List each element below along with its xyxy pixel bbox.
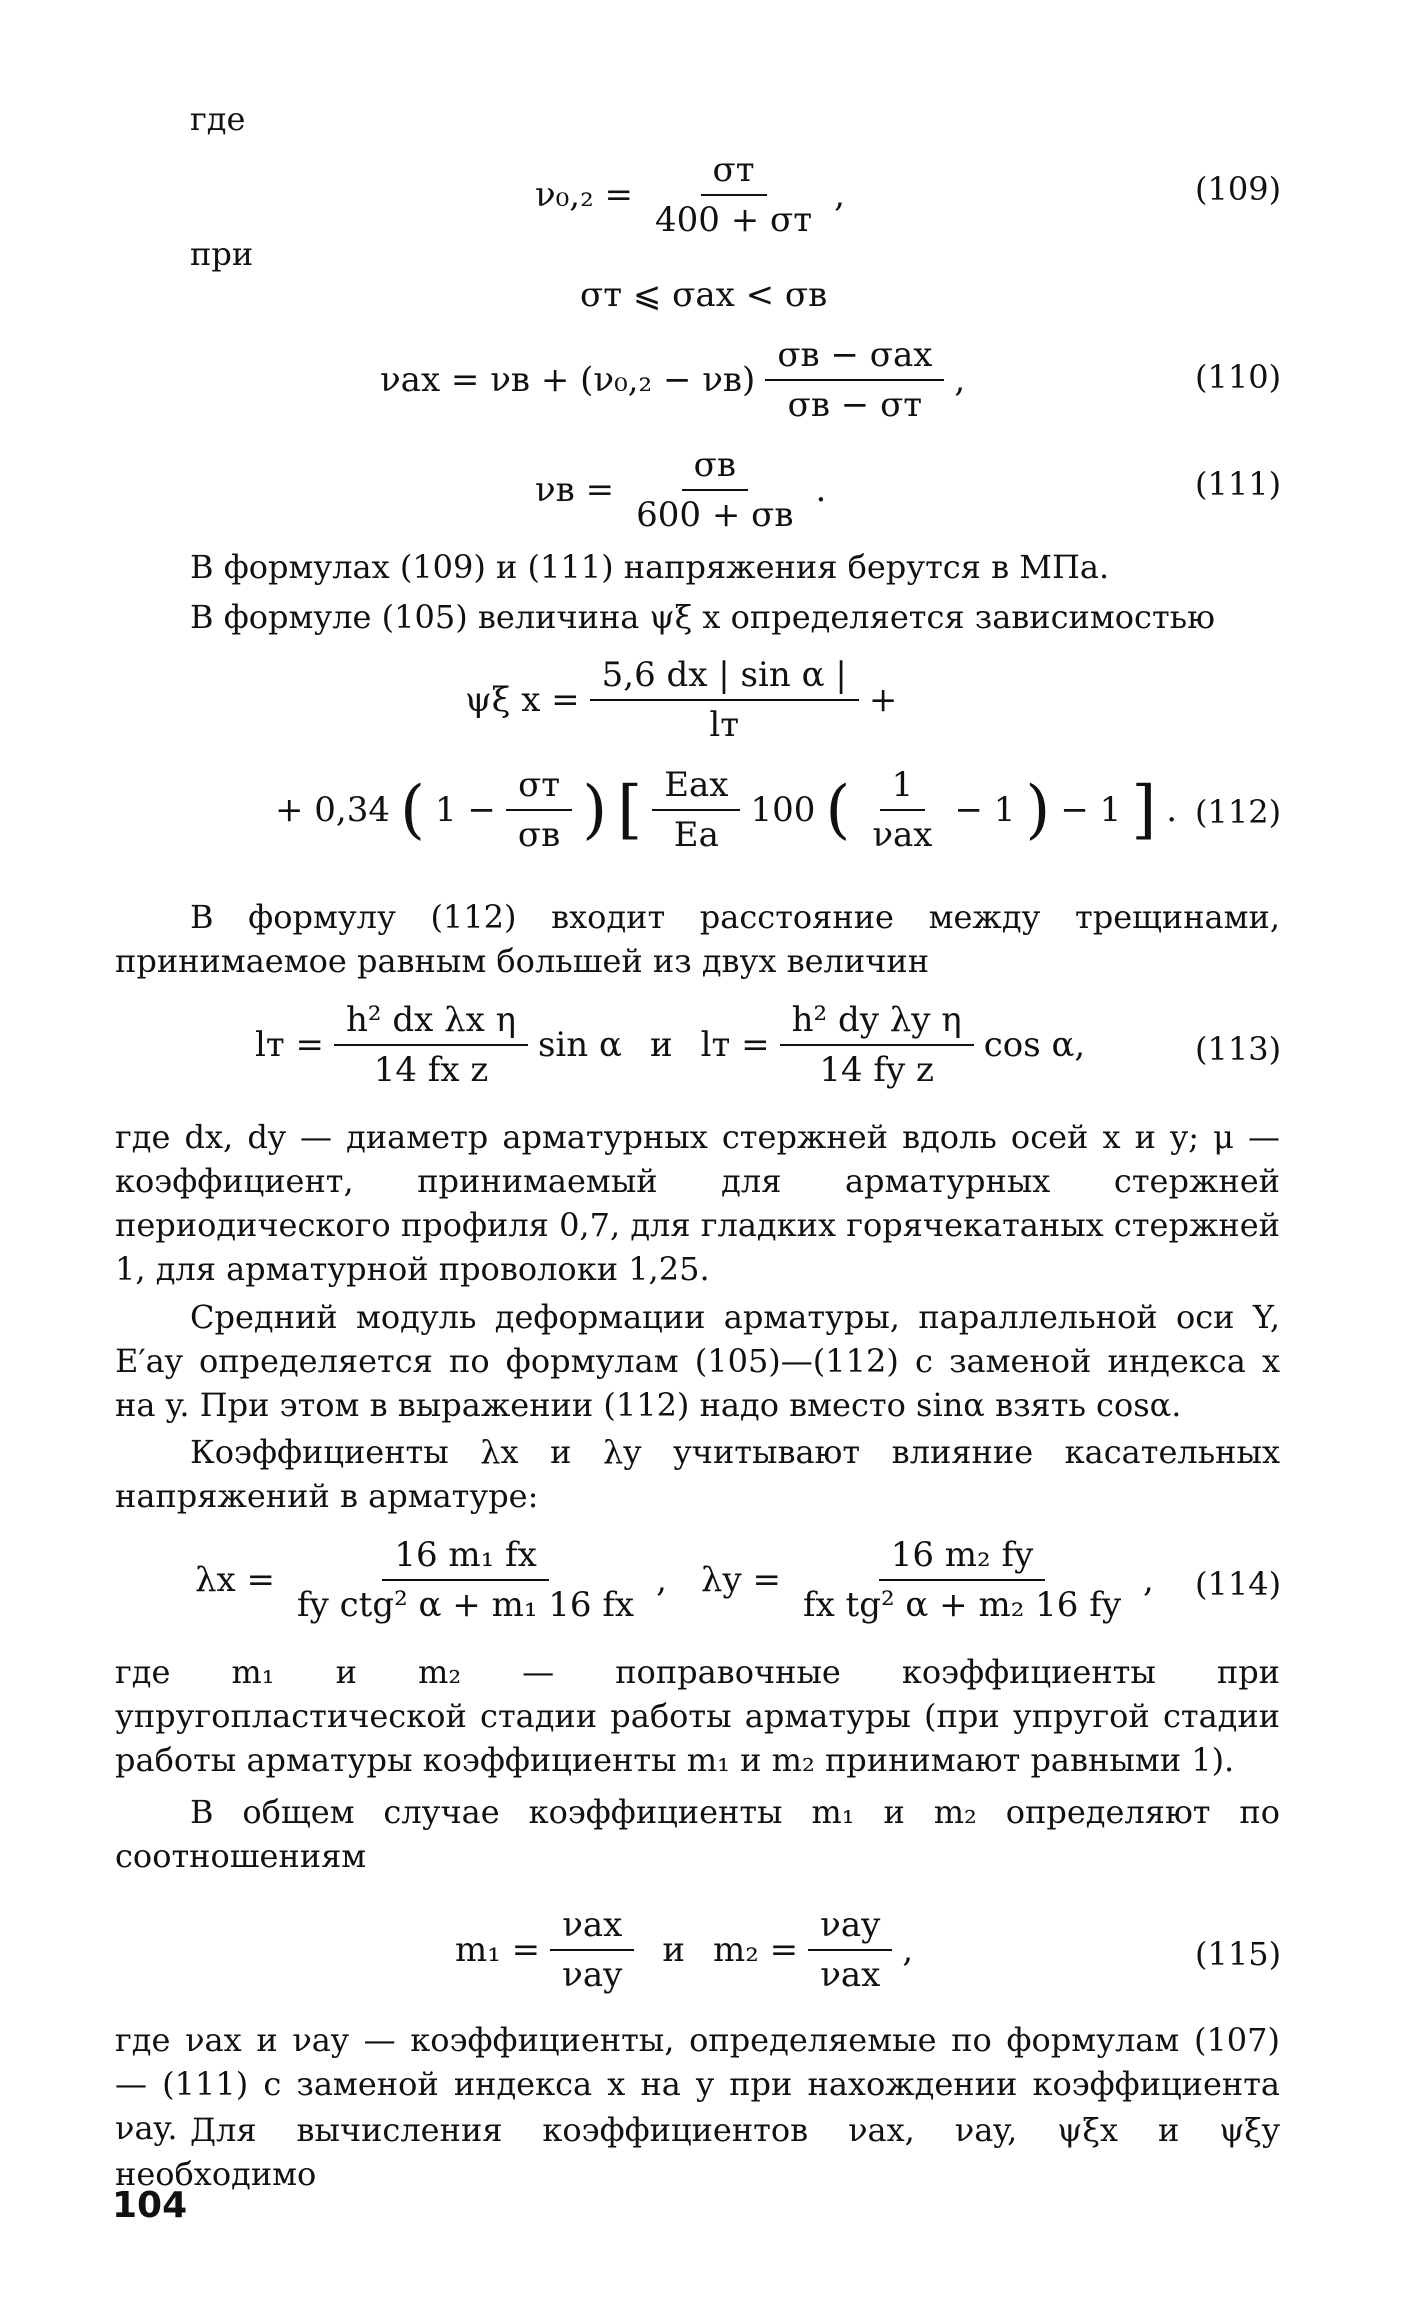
eq111-fraction (624, 445, 805, 535)
eq113-fraction-2 (780, 1000, 974, 1090)
eq114-tail: , (1143, 1560, 1154, 1600)
eq113-lhs-1: lт = (255, 1025, 324, 1065)
equation-112-line1 (465, 655, 897, 745)
eq110-fraction (765, 335, 944, 425)
eq112b-denominator-2: Ea (673, 815, 719, 855)
eq114-lhs-2: λy = (700, 1560, 781, 1600)
eq110-lhs: νax = νв + (ν₀,₂ − νв) (380, 360, 756, 400)
eq113-number: (113) (1195, 1030, 1282, 1068)
condition-inequality (580, 275, 827, 315)
eq112b-tail: . (1166, 790, 1178, 830)
eq111-number: (111) (1195, 465, 1282, 503)
eq112b-close-bracket: ] (1131, 773, 1157, 847)
paragraph-4: где dx, dy — диаметр арматурных стержней вдоль осей x и y; μ — коэффициент, принимаемый для арматурных стержней периодического профиля 0,7, для гладких горячекатаных стержней 1, для арматурной проволоки 1,25. (115, 1118, 1280, 1288)
equation-112-line2 (275, 765, 1177, 855)
equation-113 (255, 1000, 1085, 1090)
eq115-numerator-2: νay (808, 1905, 892, 1951)
eq111-numerator: σв (682, 445, 748, 491)
equation-109 (535, 150, 845, 240)
eq110-numerator: σв − σax (765, 335, 944, 381)
label-pri: при (190, 235, 254, 273)
eq114-denominator-1: fy ctg² α + m₁ 16 fx (297, 1585, 635, 1625)
eq111-tail: . (815, 470, 827, 510)
eq109-number: (109) (1195, 170, 1282, 208)
eq115-conjunction: и (662, 1930, 685, 1970)
eq112a-numerator: 5,6 dx | sin α | (590, 655, 859, 701)
eq109-fraction (643, 150, 824, 240)
eq114-fraction-2 (791, 1535, 1133, 1625)
eq115-denominator-2: νax (820, 1955, 881, 1995)
eq112b-close-paren-2: ) (1025, 773, 1051, 847)
eq112b-open-bracket: [ (617, 773, 643, 847)
eq110-denominator: σв − σт (787, 385, 923, 425)
eq114-numerator-1: 16 m₁ fx (382, 1535, 549, 1581)
eq115-number: (115) (1195, 1935, 1282, 1973)
page-number: 104 (112, 2185, 188, 2226)
equation-115 (455, 1905, 913, 1995)
paragraph-8: В общем случае коэффициенты m₁ и m₂ определяют по соотношениям (115, 1793, 1280, 1875)
eq113-trig-1: sin α (537, 1025, 622, 1065)
eq110-number: (110) (1195, 358, 1282, 396)
equation-110 (380, 335, 965, 425)
eq115-lhs-2: m₂ = (713, 1930, 799, 1970)
eq115-fraction-1 (550, 1905, 634, 1995)
eq115-lhs-1: m₁ = (455, 1930, 541, 1970)
eq112b-numerator-3: 1 (880, 765, 926, 811)
condition-text: σт ⩽ σax < σв (580, 275, 828, 315)
eq109-lhs: ν₀,₂ = (535, 175, 634, 215)
eq113-lhs-2: lт = (700, 1025, 770, 1065)
eq113-denominator-1: 14 fx z (373, 1050, 489, 1090)
eq112b-open-paren: ( (400, 773, 425, 847)
eq114-lhs-1: λx = (195, 1560, 276, 1600)
eq112b-denominator-3: νax (872, 815, 933, 855)
eq112b-open-paren-2: ( (825, 773, 851, 847)
eq112b-numerator-1: σт (506, 765, 572, 811)
eq111-denominator: 600 + σв (636, 495, 794, 535)
paragraph-6: Коэффициенты λx и λy учитывают влияние касательных напряжений в арматуре: (115, 1433, 1280, 1515)
eq113-numerator-1: h² dx λx η (334, 1000, 528, 1046)
eq111-lhs: νв = (535, 470, 615, 510)
equation-111 (535, 445, 826, 535)
eq109-denominator: 400 + σт (655, 200, 813, 240)
eq112a-fraction (590, 655, 859, 745)
paragraph-10: Для вычисления коэффициентов νax, νay, ψξx и ψξy необходимо (115, 2111, 1280, 2193)
eq114-separator: , (656, 1560, 667, 1600)
eq113-fraction-1 (334, 1000, 528, 1090)
eq112b-close-paren: ) (582, 773, 608, 847)
eq112a-tail: + (868, 680, 898, 720)
equation-114 (195, 1535, 1154, 1625)
eq115-denominator-1: νay (562, 1955, 623, 1995)
eq112b-fraction-2 (652, 765, 740, 855)
eq112-number: (112) (1195, 793, 1282, 831)
eq112b-fraction-1 (506, 765, 572, 855)
eq115-numerator-1: νax (550, 1905, 634, 1951)
eq112b-one: 1 − (434, 790, 496, 830)
eq114-denominator-2: fx tg² α + m₂ 16 fy (802, 1585, 1122, 1625)
paragraph-1: В формулах (109) и (111) напряжения берутся в МПа. (190, 548, 1110, 586)
eq114-fraction-1 (285, 1535, 646, 1625)
eq114-number: (114) (1195, 1565, 1282, 1603)
paragraph-2: В формуле (105) величина ψξ x определяется зависимостью (190, 598, 1215, 636)
eq110-tail: , (954, 360, 966, 400)
eq113-conjunction: и (649, 1025, 673, 1065)
eq114-numerator-2: 16 m₂ fy (879, 1535, 1046, 1581)
eq115-tail: , (902, 1930, 914, 1970)
eq112a-lhs: ψξ x = (465, 680, 580, 720)
eq112b-denominator-1: σв (517, 815, 561, 855)
eq109-tail: , (834, 175, 845, 215)
paragraph-5: Средний модуль деформации арматуры, параллельной оси Y, E′ay определяется по формулам (105)—(112) с заменой индекса x на y. При этом в выражении (112) надо вместо sinα взять cosα. (115, 1298, 1280, 1424)
eq112b-hundred: 100 (750, 790, 816, 830)
eq109-numerator: σт (701, 150, 767, 196)
eq112b-minus-two: − 1 (1060, 790, 1122, 830)
eq112b-pre: + 0,34 (275, 790, 390, 830)
paragraph-3: В формулу (112) входит расстояние между трещинами, принимаемое равным большей из двух величин (115, 898, 1280, 980)
label-gde: где (190, 100, 246, 138)
eq115-fraction-2 (808, 1905, 892, 1995)
eq113-trig-2: cos α, (983, 1025, 1086, 1065)
paragraph-7: где m₁ и m₂ — поправочные коэффициенты при упругопластической стадии работы арматуры (при упругой стадии работы арматуры коэффициенты m₁ и m₂ принимают равными 1). (115, 1653, 1280, 1779)
eq112a-denominator: lт (709, 705, 740, 745)
paragraph-9: где νax и νay — коэффициенты, определяемые по формулам (107) — (111) с заменой индекса x на y при нахождении коэффициента νay. (115, 2021, 1280, 2147)
eq112b-fraction-3 (860, 765, 944, 855)
eq113-numerator-2: h² dy λy η (780, 1000, 974, 1046)
eq113-denominator-2: 14 fy z (819, 1050, 934, 1090)
eq112b-minus-one: − 1 (954, 790, 1016, 830)
eq112b-numerator-2: Eax (652, 765, 740, 811)
